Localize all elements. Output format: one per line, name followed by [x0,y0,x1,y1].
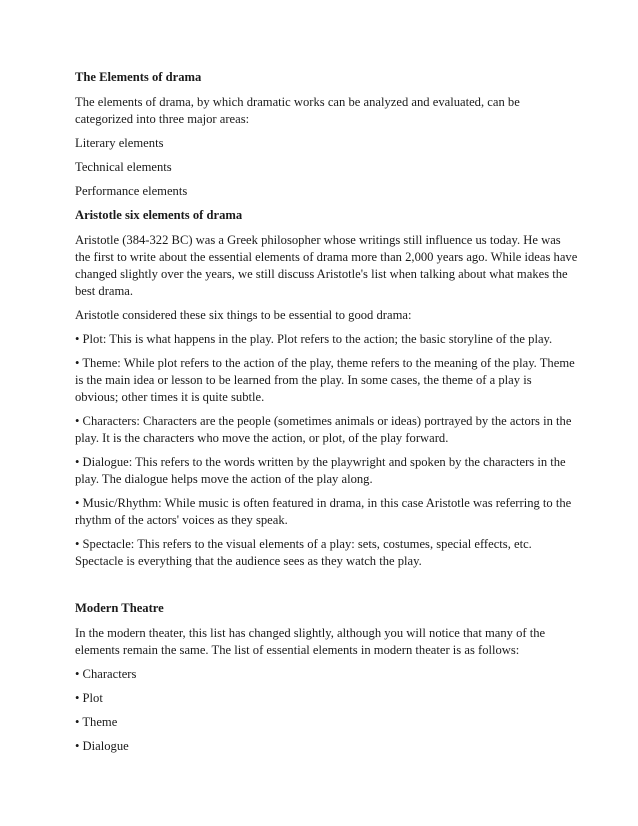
modern-intro-paragraph: In the modern theater, this list has changed slightly, although you will notice that many of the elements remain the same. The list of essential elements in modern theater is as follows: [75,626,546,657]
aristotle-item-characters: • Characters: Characters are the people (sometimes animals or ideas) portrayed by the actors in the play. It is the characters who move the action, or plot, of the play forward. [75,414,572,445]
section-heading-modern-theatre: Modern Theatre [75,601,164,615]
aristotle-item-theme: • Theme: While plot refers to the action of the play, theme refers to the meaning of the play. Theme is the main idea or lesson to be learned from the play. In some cases, the theme of a play is obvious; other times it is quite subtle. [75,356,575,404]
aristotle-item-dialogue: • Dialogue: This refers to the words written by the playwright and spoken by the characters in the play. The dialogue helps move the action of the play along. [75,455,566,486]
modern-item-plot: • Plot [75,691,103,705]
section-heading-elements-of-drama: The Elements of drama [75,70,202,84]
aristotle-item-plot: • Plot: This is what happens in the play. Plot refers to the action; the basic storyline of the play. [75,332,553,346]
aristotle-lead-paragraph: Aristotle considered these six things to be essential to good drama: [75,308,412,322]
area-technical-elements: Technical elements [75,160,172,174]
aristotle-item-spectacle: • Spectacle: This refers to the visual elements of a play: sets, costumes, special effects, etc. Spectacle is everything that the audience sees as they watch the play. [75,537,532,568]
area-literary-elements: Literary elements [75,136,164,150]
section-spacer [75,577,578,600]
section-heading-aristotle: Aristotle six elements of drama [75,208,243,222]
area-performance-elements: Performance elements [75,184,188,198]
aristotle-intro-paragraph: Aristotle (384-322 BC) was a Greek philosopher whose writings still influence us today. He was the first to write about the essential elements of drama more than 2,000 years ago. While ideas have changed slightly over the years, we still discuss Aristotle's list when talking about what makes the best drama. [75,233,578,298]
elements-intro-paragraph: The elements of drama, by which dramatic works can be analyzed and evaluated, can be categorized into three major areas: [75,95,520,126]
modern-item-dialogue: • Dialogue [75,739,129,753]
modern-item-theme: • Theme [75,715,118,729]
modern-item-characters: • Characters [75,667,137,681]
aristotle-item-music-rhythm: • Music/Rhythm: While music is often featured in drama, in this case Aristotle was referring to the rhythm of the actors' voices as they speak. [75,496,572,527]
